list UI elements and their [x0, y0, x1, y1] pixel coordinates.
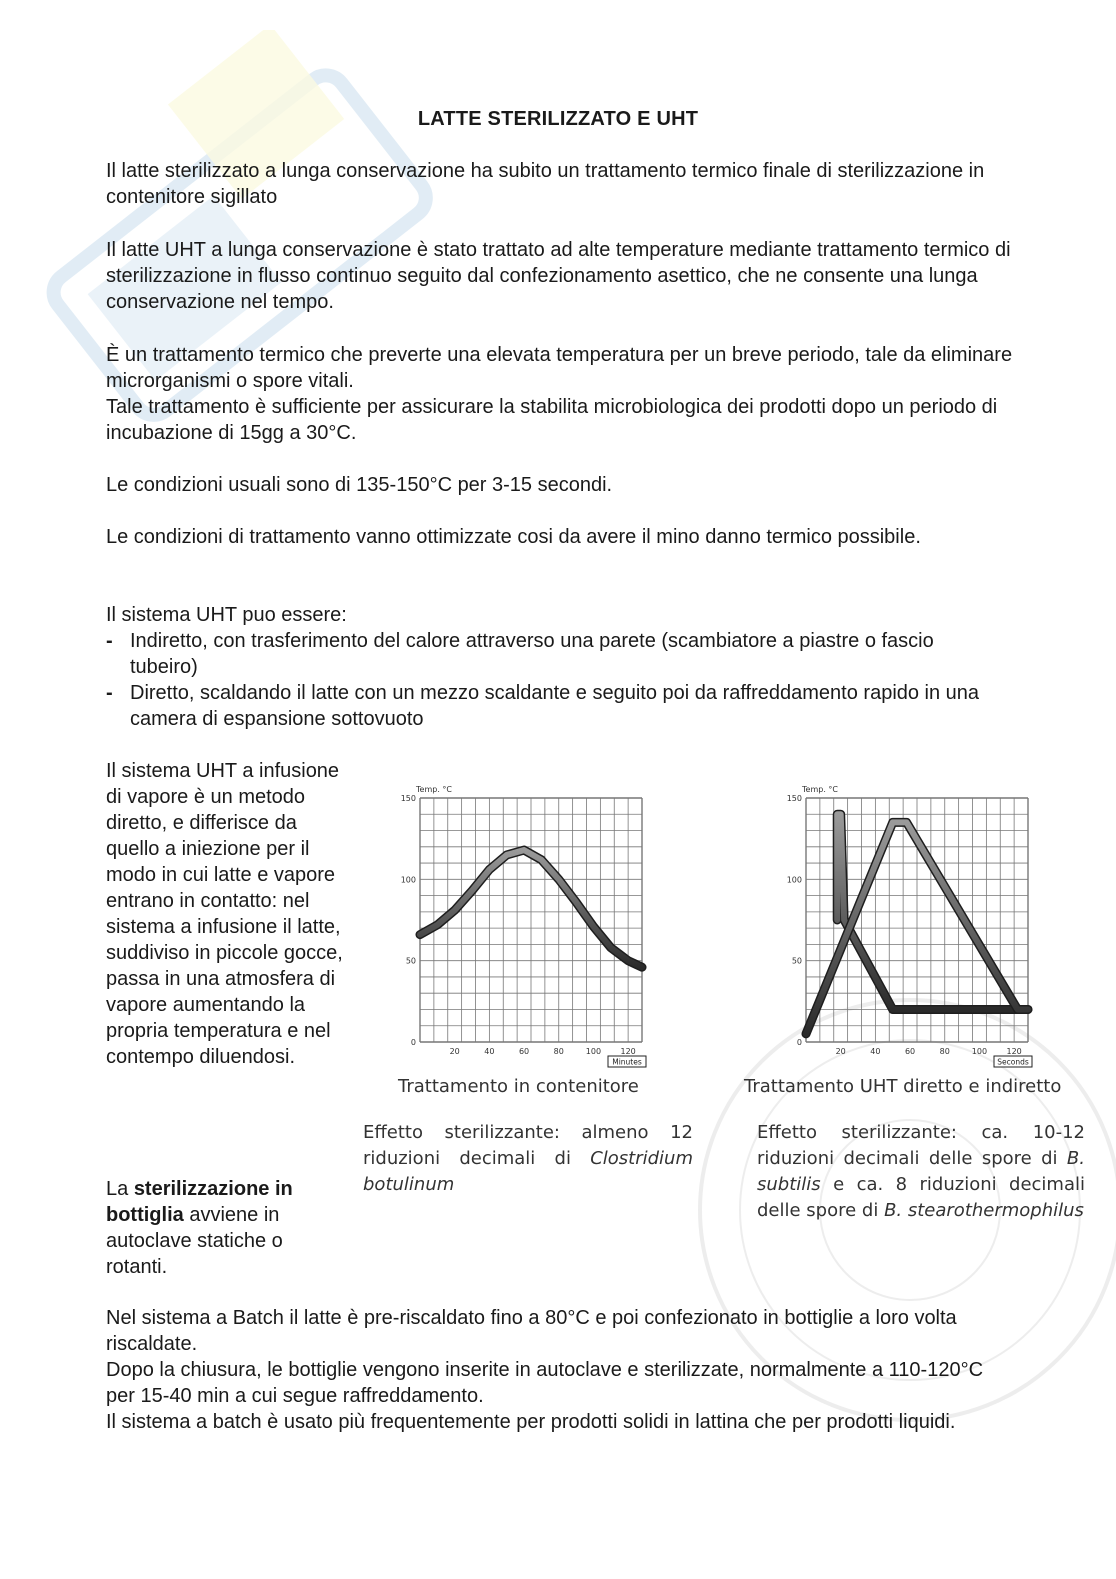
- chart-caption: [363, 1120, 693, 1198]
- caption-part-italic: B. stearothermophilus: [884, 1200, 1084, 1221]
- y-tick-label: 0: [410, 1038, 416, 1047]
- paragraph-stabilita: Tale trattamento è sufficiente per assicurare la stabilita microbiologica dei prodotti dopo un periodo di incubazione di 15gg a 30°C.: [106, 396, 998, 444]
- y-tick-label: 150: [786, 794, 802, 803]
- chart-caption: [757, 1120, 1085, 1224]
- x-tick-label: 40: [870, 1047, 881, 1056]
- chart-title: Trattamento in contenitore: [398, 1076, 639, 1097]
- x-tick-label: 40: [484, 1047, 495, 1056]
- list-item-text: Indiretto, con trasferimento del calore attraverso una parete (scambiatore a piastre o fascio tubeiro): [130, 630, 934, 678]
- side-text-suffix: avviene in autoclave statiche o rotanti.: [106, 1204, 283, 1278]
- x-tick-label: 100: [585, 1047, 602, 1056]
- list-item: [106, 628, 1006, 680]
- x-tick-label: 80: [939, 1047, 950, 1056]
- x-axis-label: Minutes: [612, 1057, 642, 1067]
- chart-trattamento-contenitore: [396, 784, 664, 1074]
- chart-trattamento-uht: [782, 784, 1050, 1074]
- x-tick-label: 20: [449, 1047, 460, 1056]
- caption-part-italic: B. subtilis: [757, 1148, 1085, 1195]
- x-tick-label: 60: [904, 1047, 916, 1056]
- bullet-list: [106, 628, 1006, 732]
- y-tick-label: 50: [405, 956, 416, 966]
- bullet-marker: -: [106, 630, 113, 652]
- caption-italic: Clostridium botulinum: [363, 1148, 693, 1195]
- x-tick-label: 120: [620, 1047, 636, 1056]
- paragraph-sterilizzato: Il latte sterilizzato a lunga conservazione ha subito un trattamento termico finale di sterilizzazione in contenitore sigillato: [106, 160, 985, 208]
- side-text-infusione: Il sistema UHT a infusione di vapore è un metodo diretto, e differisce da quello a iniezione per il modo in cui latte e vapore entrano in contatto: nel sistema a infusione il latte, suddiviso in piccole gocce, passa in una atmosfera di vapore aumentando la propria temperatura e nel contempo diluendosi.: [106, 760, 343, 1068]
- paragraph-trattamento: È un trattamento termico che preverte una elevata temperatura per un breve periodo, tale da eliminare microrganismi o spore vitali.: [106, 344, 1013, 392]
- x-tick-label: 80: [553, 1047, 564, 1056]
- y-tick-label: 100: [786, 875, 802, 885]
- y-axis-label: Temp. °C: [416, 785, 452, 794]
- caption-part: e ca. 8 riduzioni decimali delle spore di: [757, 1174, 1085, 1221]
- paragraph-uht: Il latte UHT a lunga conservazione è stato trattato ad alte temperature mediante trattamento termico di sterilizzazione in flusso continuo seguito dal confezionamento asettico, che ne consente una lunga conservazione nel tempo.: [106, 239, 1011, 313]
- list-item-text: Diretto, scaldando il latte con un mezzo scaldante e seguito poi da raffreddamento rapido in una camera di espansione sottovuoto: [130, 682, 980, 730]
- x-tick-label: 100: [971, 1047, 988, 1056]
- paragraph-batch: Nel sistema a Batch il latte è pre-riscaldato fino a 80°C e poi confezionato in bottiglie a loro volta riscaldate.: [106, 1307, 957, 1355]
- caption-part: Effetto sterilizzante: ca. 10-12 riduzioni decimali delle spore di: [757, 1122, 1085, 1169]
- side-text-prefix: La: [106, 1178, 134, 1200]
- caption-text: Effetto sterilizzante: almeno 12 riduzioni decimali di: [363, 1122, 693, 1169]
- x-tick-label: 60: [518, 1047, 530, 1056]
- bullet-marker: -: [106, 682, 113, 704]
- x-tick-label: 120: [1006, 1047, 1022, 1056]
- paragraph-chiusura: Dopo la chiusura, le bottiglie vengono inserite in autoclave e sterilizzate, normalmente a 110-120°C per 15-40 min a cui segue raffreddamento.: [106, 1359, 984, 1407]
- x-axis-label: Seconds: [997, 1057, 1029, 1067]
- y-tick-label: 50: [791, 956, 802, 966]
- page-title: LATTE STERILIZZATO E UHT: [417, 108, 699, 130]
- paragraph-uso-batch: Il sistema a batch è usato più frequentemente per prodotti solidi in lattina che per prodotti liquidi.: [106, 1411, 956, 1433]
- y-axis-label: Temp. °C: [802, 785, 838, 794]
- paragraph-ottimizzazione: Le condizioni di trattamento vanno ottimizzate cosi da avere il mino danno termico possibile.: [106, 526, 921, 548]
- y-tick-label: 0: [796, 1038, 802, 1047]
- x-tick-label: 20: [835, 1047, 846, 1056]
- y-tick-label: 100: [400, 875, 416, 885]
- list-item: [106, 680, 1006, 732]
- chart-title: Trattamento UHT diretto e indiretto: [744, 1076, 1062, 1097]
- side-text-bottiglia: [106, 1176, 346, 1280]
- y-tick-label: 150: [400, 794, 416, 803]
- paragraph-condizioni: Le condizioni usuali sono di 135-150°C per 3-15 secondi.: [106, 474, 613, 496]
- paragraph-sistema-uht: Il sistema UHT puo essere:: [106, 604, 347, 626]
- side-text-bold: sterilizzazione in bottiglia: [106, 1178, 293, 1226]
